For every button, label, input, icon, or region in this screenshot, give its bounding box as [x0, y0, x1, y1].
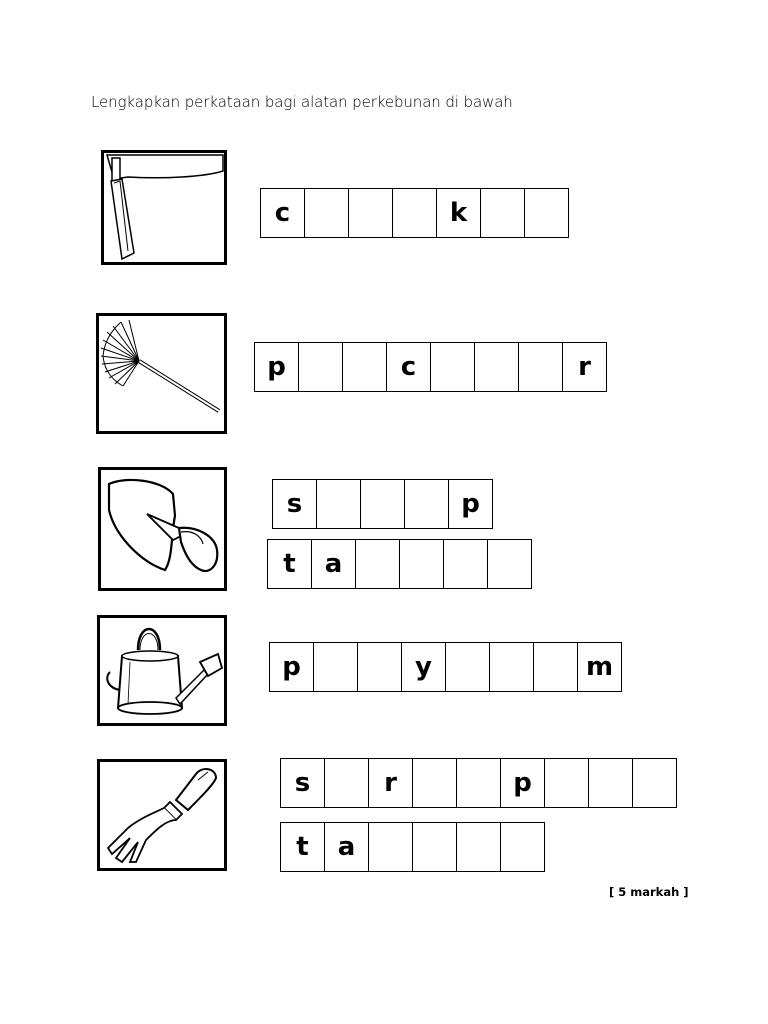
- letter-box[interactable]: c: [260, 188, 305, 238]
- answer-row-5b: [280, 822, 545, 872]
- letter-box[interactable]: [399, 539, 444, 589]
- garden-fork-picture: [97, 759, 227, 871]
- letter-box[interactable]: [588, 758, 633, 808]
- letter-box[interactable]: r: [368, 758, 413, 808]
- letter-box[interactable]: [474, 342, 519, 392]
- letter-box[interactable]: [313, 642, 358, 692]
- trowel-icon: [101, 470, 224, 588]
- letter-box[interactable]: [480, 188, 525, 238]
- letter-box[interactable]: [316, 479, 361, 529]
- letter-box[interactable]: t: [280, 822, 325, 872]
- letter-box[interactable]: a: [324, 822, 369, 872]
- letter-box[interactable]: c: [386, 342, 431, 392]
- hoe-icon: [104, 153, 224, 262]
- letter-box[interactable]: [392, 188, 437, 238]
- letter-box[interactable]: [304, 188, 349, 238]
- letter-box[interactable]: p: [254, 342, 299, 392]
- letter-box[interactable]: [632, 758, 677, 808]
- letter-box[interactable]: [368, 822, 413, 872]
- letter-box[interactable]: [412, 822, 457, 872]
- letter-box[interactable]: [544, 758, 589, 808]
- answer-row-1: [260, 188, 569, 238]
- letter-box[interactable]: [533, 642, 578, 692]
- letter-box[interactable]: [357, 642, 402, 692]
- rake-icon: [99, 316, 224, 431]
- letter-box[interactable]: [348, 188, 393, 238]
- letter-box[interactable]: k: [436, 188, 481, 238]
- letter-box[interactable]: [443, 539, 488, 589]
- garden-fork-icon: [100, 762, 224, 868]
- letter-box[interactable]: [489, 642, 534, 692]
- letter-box[interactable]: p: [269, 642, 314, 692]
- letter-box[interactable]: s: [272, 479, 317, 529]
- letter-box[interactable]: r: [562, 342, 607, 392]
- letter-box[interactable]: [360, 479, 405, 529]
- letter-box[interactable]: [500, 822, 545, 872]
- letter-box[interactable]: m: [577, 642, 622, 692]
- rake-picture: [96, 313, 227, 434]
- letter-box[interactable]: t: [267, 539, 312, 589]
- letter-box[interactable]: [342, 342, 387, 392]
- letter-box[interactable]: [456, 822, 501, 872]
- letter-box[interactable]: p: [448, 479, 493, 529]
- letter-box[interactable]: [524, 188, 569, 238]
- total-marks: [ 5 markah ]: [609, 885, 689, 899]
- letter-box[interactable]: a: [311, 539, 356, 589]
- letter-box[interactable]: s: [280, 758, 325, 808]
- letter-box[interactable]: y: [401, 642, 446, 692]
- hoe-picture: [101, 150, 227, 265]
- answer-row-4: [269, 642, 622, 692]
- watering-can-icon: [100, 618, 224, 723]
- letter-box[interactable]: [404, 479, 449, 529]
- letter-box[interactable]: [518, 342, 563, 392]
- answer-row-2: [254, 342, 607, 392]
- watering-can-picture: [97, 615, 227, 726]
- letter-box[interactable]: [355, 539, 400, 589]
- letter-box[interactable]: p: [500, 758, 545, 808]
- answer-row-3a: [272, 479, 493, 529]
- instruction-text: Lengkapkan perkataan bagi alatan perkebunan di bawah: [91, 93, 513, 111]
- letter-box[interactable]: [430, 342, 475, 392]
- letter-box[interactable]: [298, 342, 343, 392]
- trowel-picture: [98, 467, 227, 591]
- letter-box[interactable]: [412, 758, 457, 808]
- answer-row-3b: [267, 539, 532, 589]
- answer-row-5a: [280, 758, 677, 808]
- letter-box[interactable]: [445, 642, 490, 692]
- letter-box[interactable]: [456, 758, 501, 808]
- letter-box[interactable]: [487, 539, 532, 589]
- letter-box[interactable]: [324, 758, 369, 808]
